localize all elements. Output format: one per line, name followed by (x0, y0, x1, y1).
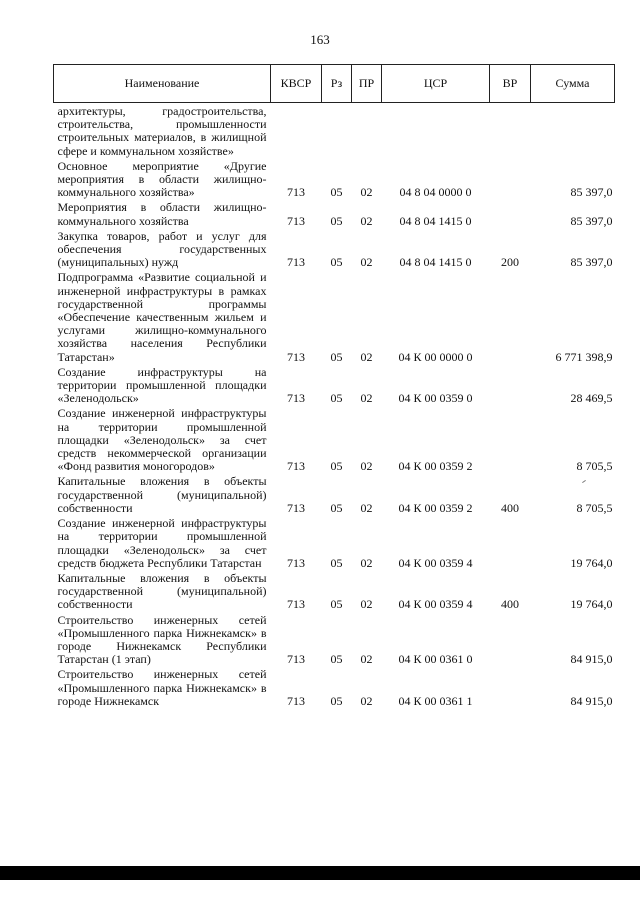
row-pr: 02 (360, 213, 373, 228)
row-sum: 28 469,5 (570, 391, 613, 406)
row-rz: 05 (330, 555, 343, 570)
row-rz: 05 (330, 349, 343, 364)
row-name: Мероприятия в области жилищно-коммунального хозяйства (57, 200, 267, 228)
row-vr (490, 405, 531, 473)
row-rz: 05 (330, 255, 343, 270)
row-csr: 04 К 00 0359 2 (398, 500, 473, 515)
row-csr: 04 К 00 0000 0 (398, 349, 473, 364)
row-pr: 02 (360, 555, 373, 570)
row-rz: 05 (330, 213, 343, 228)
row-csr: 04 К 00 0359 0 (398, 391, 473, 406)
row-pr: 02 (360, 459, 373, 474)
row-csr: 04 К 00 0359 2 (398, 459, 473, 474)
row-kvsr: 713 (287, 555, 305, 570)
row-kvsr: 713 (287, 500, 305, 515)
row-csr: 04 К 00 0361 0 (398, 652, 473, 667)
row-sum: 85 397,0 (570, 213, 613, 228)
row-vr (490, 612, 531, 667)
table-row (54, 612, 615, 667)
table-row (54, 103, 615, 158)
row-sum: 85 397,0 (570, 185, 613, 200)
row-rz: 05 (330, 500, 343, 515)
scan-edge-bar (0, 866, 640, 880)
row-rz: 05 (330, 185, 343, 200)
row-name: Строительство инженерных сетей «Промышленного парка Нижнекамск» в городе Нижнекамск Республики Татарстан (1 этап) (57, 612, 267, 667)
row-kvsr: 713 (287, 185, 305, 200)
row-pr: 02 (360, 391, 373, 406)
row-pr: 02 (360, 693, 373, 708)
row-pr: 02 (360, 597, 373, 612)
row-vr: 400 (501, 597, 519, 612)
row-name: архитектуры, градостроительства, строительства, промышленности строительных материалов, в жилищной сфере и коммунальном хозяйстве» (57, 104, 267, 158)
row-pr: 02 (360, 500, 373, 515)
row-sum: 8 705,5 (576, 459, 613, 474)
row-rz: 05 (330, 693, 343, 708)
row-sum (531, 103, 615, 158)
row-sum: 19 764,0 (570, 555, 613, 570)
row-kvsr: 713 (287, 652, 305, 667)
header-pr: ПР (352, 65, 382, 103)
table-header-row (54, 65, 615, 103)
header-sum: Сумма (531, 65, 615, 103)
row-name: Капитальные вложения в объекты государственной (муниципальной) собственности (57, 570, 267, 612)
row-name: Строительство инженерных сетей «Промышленного парка Нижнекамск» в городе Нижнекамск (57, 667, 267, 708)
row-rz: 05 (330, 652, 343, 667)
header-name: Наименование (54, 65, 271, 103)
row-pr: 02 (360, 652, 373, 667)
table-row (54, 515, 615, 570)
row-name: Создание инженерной инфраструктуры на территории промышленной площадки «Зеленодольск» за счет средств бюджета Республики Татарстан (57, 516, 267, 570)
header-csr: ЦСР (382, 65, 490, 103)
row-kvsr: 713 (287, 255, 305, 270)
table-row (54, 228, 615, 270)
row-vr: 400 (501, 500, 519, 515)
row-csr: 04 8 04 1415 0 (399, 213, 472, 228)
table-row (54, 269, 615, 363)
row-pr: 02 (360, 185, 373, 200)
row-rz (322, 103, 352, 158)
row-kvsr: 713 (287, 213, 305, 228)
row-csr: 04 К 00 0359 4 (398, 597, 473, 612)
row-name: Создание инфраструктуры на территории промышленной площадки «Зеленодольск» (57, 364, 267, 406)
header-kvsr: КВСР (271, 65, 322, 103)
row-pr (352, 103, 382, 158)
row-name: Закупка товаров, работ и услуг для обеспечения государственных (муниципальных) нужд (57, 228, 267, 270)
row-vr (490, 103, 531, 158)
row-vr: 200 (501, 255, 519, 270)
row-sum: 84 915,0 (570, 693, 613, 708)
budget-table (53, 64, 615, 708)
row-kvsr (271, 103, 322, 158)
row-name: Капитальные вложения в объекты государственной (муниципальной) собственности (57, 474, 267, 515)
row-kvsr: 713 (287, 459, 305, 474)
row-vr (490, 158, 531, 200)
row-sum: 8 705,5 (576, 500, 613, 515)
row-name: Создание инженерной инфраструктуры на территории промышленной площадки «Зеленодольск» за счет средств некоммерческой организации «Фонд развития моногородов» (57, 406, 267, 474)
header-rz: Рз (322, 65, 352, 103)
header-vr: ВР (490, 65, 531, 103)
row-pr: 02 (360, 255, 373, 270)
row-rz: 05 (330, 459, 343, 474)
table-row (54, 364, 615, 406)
row-csr: 04 8 04 1415 0 (399, 255, 472, 270)
row-csr: 04 К 00 0361 1 (398, 693, 473, 708)
table-row (54, 405, 615, 473)
row-rz: 05 (330, 391, 343, 406)
table-row (54, 158, 615, 200)
row-csr (382, 103, 490, 158)
table-row (54, 473, 615, 515)
row-vr (490, 364, 531, 406)
row-name: Основное мероприятие «Другие мероприятия в области жилищно-коммунального хозяйства» (57, 158, 267, 200)
row-vr (490, 515, 531, 570)
row-vr (490, 269, 531, 363)
row-vr (490, 199, 531, 227)
row-name: Подпрограмма «Развитие социальной и инженерной инфраструктуры в рамках государственной программы «Обеспечение качественным жильем и услугами жилищно-коммунального хозяйства населения Республики Татарстан» (57, 270, 267, 364)
row-sum: 85 397,0 (570, 255, 613, 270)
table-row (54, 666, 615, 708)
row-csr: 04 К 00 0359 4 (398, 555, 473, 570)
table-row (54, 570, 615, 612)
page-number: 163 (310, 32, 330, 47)
row-kvsr: 713 (287, 349, 305, 364)
row-sum: 84 915,0 (570, 652, 613, 667)
row-vr (490, 666, 531, 708)
row-rz: 05 (330, 597, 343, 612)
table-row (54, 199, 615, 227)
row-csr: 04 8 04 0000 0 (399, 185, 472, 200)
row-kvsr: 713 (287, 597, 305, 612)
row-kvsr: 713 (287, 693, 305, 708)
row-pr: 02 (360, 349, 373, 364)
row-kvsr: 713 (287, 391, 305, 406)
row-sum: 19 764,0 (570, 597, 613, 612)
row-sum: 6 771 398,9 (555, 349, 613, 364)
